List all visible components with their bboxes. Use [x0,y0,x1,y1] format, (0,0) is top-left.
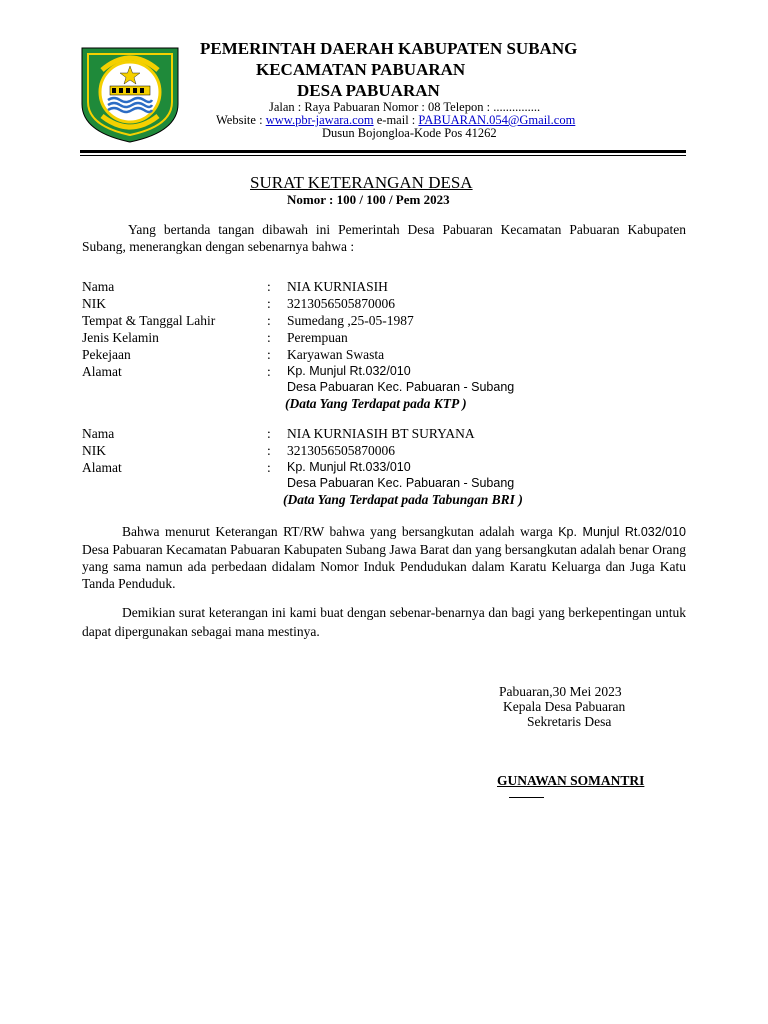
field-colon: : [267,347,271,362]
field-value: Sumedang ,25-05-1987 [287,313,414,328]
header-kecamatan: KECAMATAN PABUARAN [256,60,466,79]
field-colon: : [267,364,271,379]
field-label: NIK [82,296,106,311]
website-link[interactable]: www.pbr-jawara.com [265,113,374,127]
signature-title-1: Kepala Desa Pabuaran [503,699,626,714]
field-value: Perempuan [287,330,348,345]
field-value: Karyawan Swasta [287,347,385,362]
statement-address: Kp. Munjul [558,525,620,539]
field-colon: : [267,313,271,328]
header-government: PEMERINTAH DAERAH KABUPATEN SUBANG [200,39,578,58]
village-logo [78,42,182,144]
header-desa: DESA PABUARAN [297,81,440,100]
field-label: Pekejaan [82,347,131,362]
signature-underline [509,797,544,798]
header-dusun: Dusun Bojongloa-Kode Pos 41262 [322,126,497,140]
field-colon: : [267,296,271,311]
alamat-line-2: Desa Pabuaran Kec. Pabuaran - Subang [287,380,515,394]
field-label: NIK [82,443,106,458]
statement-start: Bahwa menurut Keterangan RT/RW bahwa yang bersangkutan adalah warga [122,524,559,539]
signature-place-date: Pabuaran,30 Mei 2023 [499,684,622,699]
statement-address: Rt.032/010 [624,525,687,539]
alamat-line-1: Kp. Munjul Rt.032/010 [287,364,411,378]
alamat-line-2: Desa Pabuaran Kec. Pabuaran - Subang [287,476,515,490]
field-colon: : [267,460,271,475]
data-source-note: (Data Yang Terdapat pada KTP ) [285,396,467,411]
field-label: Nama [82,279,115,294]
field-colon: : [267,279,271,294]
field-label-alamat: Alamat [82,460,122,475]
field-colon: : [267,443,271,458]
email-label: e-mail : [376,113,416,127]
closing-paragraph: Demikian surat keterangan ini kami buat dengan sebenar-benarnya dan bagi yang berkepentingan untuk dapat dipergunakan sebagai mana mestinya. [82,605,686,639]
header-divider-thin [80,155,686,156]
field-value: 3213056505870006 [287,443,395,458]
letter-title: SURAT KETERANGAN DESA [250,173,473,192]
letter-number: Nomor : 100 / 100 / Pem 2023 [287,192,450,207]
statement-rest: Desa Pabuaran Kecamatan Pabuaran Kabupaten Subang Jawa Barat dan yang bersangkutan adalah benar Orang yang sama namun ada perbedaan didalam Nomor Induk Pendudukan dalam Karatu Keluarga dan Juga Katu Tanda Penduduk. [82,542,686,591]
email-link[interactable]: PABUARAN.054@Gmail.com [418,113,576,127]
intro-paragraph: Yang bertanda tangan dibawah ini Pemerintah Desa Pabuaran Kecamatan Pabuaran Kabupaten Subang, menerangkan dengan sebenarnya bahwa : [82,222,686,254]
field-colon: : [267,426,271,441]
data-source-note: (Data Yang Terdapat pada Tabungan BRI ) [283,492,523,507]
field-value: NIA KURNIASIH [287,279,388,294]
field-label: Jenis Kelamin [82,330,159,345]
field-value: NIA KURNIASIH BT SURYANA [287,426,475,441]
header-divider-thick [80,150,686,153]
shield-emblem-icon [78,42,182,144]
signature-title-2: Sekretaris Desa [527,714,612,729]
website-label: Website : [216,113,263,127]
field-label-alamat: Alamat [82,364,122,379]
field-colon: : [267,330,271,345]
field-label: Tempat & Tanggal Lahir [82,313,216,328]
field-label: Nama [82,426,115,441]
statement-paragraph [82,523,686,592]
alamat-line-1: Kp. Munjul Rt.033/010 [287,460,411,474]
signatory-name: GUNAWAN SOMANTRI [497,773,645,788]
header-address: Jalan : Raya Pabuaran Nomor : 08 Telepon : ............... [269,100,541,114]
field-value: 3213056505870006 [287,296,395,311]
